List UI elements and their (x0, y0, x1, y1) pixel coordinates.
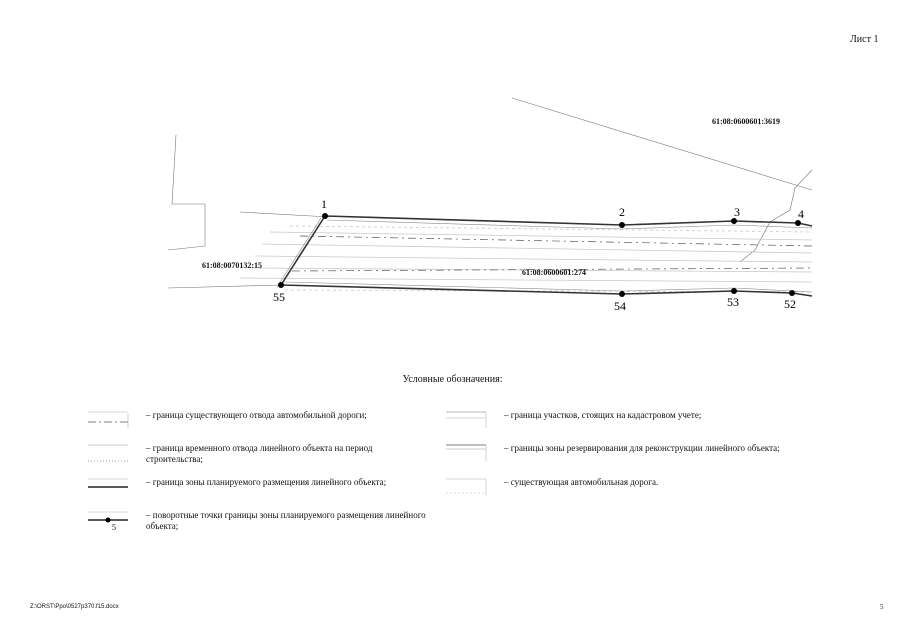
cadastral-boundaries (168, 98, 812, 288)
point-label-52: 52 (784, 297, 796, 311)
turning-point-symbol (88, 510, 132, 532)
legend-title: Условные обозначения: (402, 374, 503, 385)
road-symbol (446, 477, 490, 499)
solid-line-symbol (88, 477, 132, 499)
legend-planned-zone (88, 477, 428, 501)
sheet-label: Лист 1 (850, 34, 879, 45)
footer-file-path: Z:\ORST\Ppo\0527p370.f15.docx (30, 604, 119, 610)
dotted-line-symbol (88, 443, 132, 465)
turning-point-54 (619, 291, 625, 297)
legend-existing-road-allotment (88, 410, 428, 434)
point-label-4: 4 (798, 207, 804, 221)
page-number: 5 (880, 603, 884, 611)
legend-text-temporary-allotment: – граница временного отвода линейного объекта на период строительства; (146, 443, 373, 464)
legend-text-existing-road-allotment: – граница существующего отвода автомобильной дороги; (146, 410, 367, 420)
point-label-55: 55 (273, 290, 285, 304)
legend-existing-road (446, 477, 806, 501)
legend-reservation-zone (446, 443, 846, 467)
legend-cadastral-parcels (446, 410, 806, 434)
dashed-line-symbol (88, 410, 132, 432)
legend-temporary-allotment (88, 443, 428, 467)
legend-text-planned-zone: – граница зоны планируемого размещения линейного объекта; (146, 477, 387, 487)
allotment-boundaries (292, 236, 812, 271)
turning-point-2 (619, 222, 625, 228)
parcel-label-north: 61:08:0600601:3619 (712, 117, 780, 126)
legend-text-turning-points: – поворотные точки границы зоны планируемого размещения линейного объекта; (146, 510, 426, 531)
turning-point-53 (731, 288, 737, 294)
point-label-54: 54 (614, 299, 626, 313)
point-label-1: 1 (321, 197, 327, 211)
legend-symbol-label: 5 (112, 523, 116, 532)
turning-point-55 (278, 282, 284, 288)
parcel-label-west: 61:08:0070132:15 (202, 261, 262, 270)
parcel-label-road: 61:08:0600601:274 (522, 268, 586, 277)
existing-road (240, 226, 812, 292)
point-label-53: 53 (727, 295, 739, 309)
legend-turning-points (88, 510, 448, 536)
cadastral-line-west (168, 135, 205, 250)
cadastral-line-symbol (446, 410, 490, 432)
legend-text-existing-road: – существующая автомобильная дорога. (504, 477, 659, 487)
turning-point-1 (322, 213, 328, 219)
reservation-line-symbol (446, 443, 490, 465)
legend-text-reservation-zone: – границы зоны резервирования для реконструкции линейного объекта; (504, 443, 780, 453)
point-label-2: 2 (619, 205, 625, 219)
turning-point-52 (789, 290, 795, 296)
cadastral-line-north (512, 98, 812, 190)
point-label-3: 3 (734, 205, 740, 219)
legend-text-cadastral-parcels: – граница участков, стоящих на кадастровом учете; (504, 410, 702, 420)
